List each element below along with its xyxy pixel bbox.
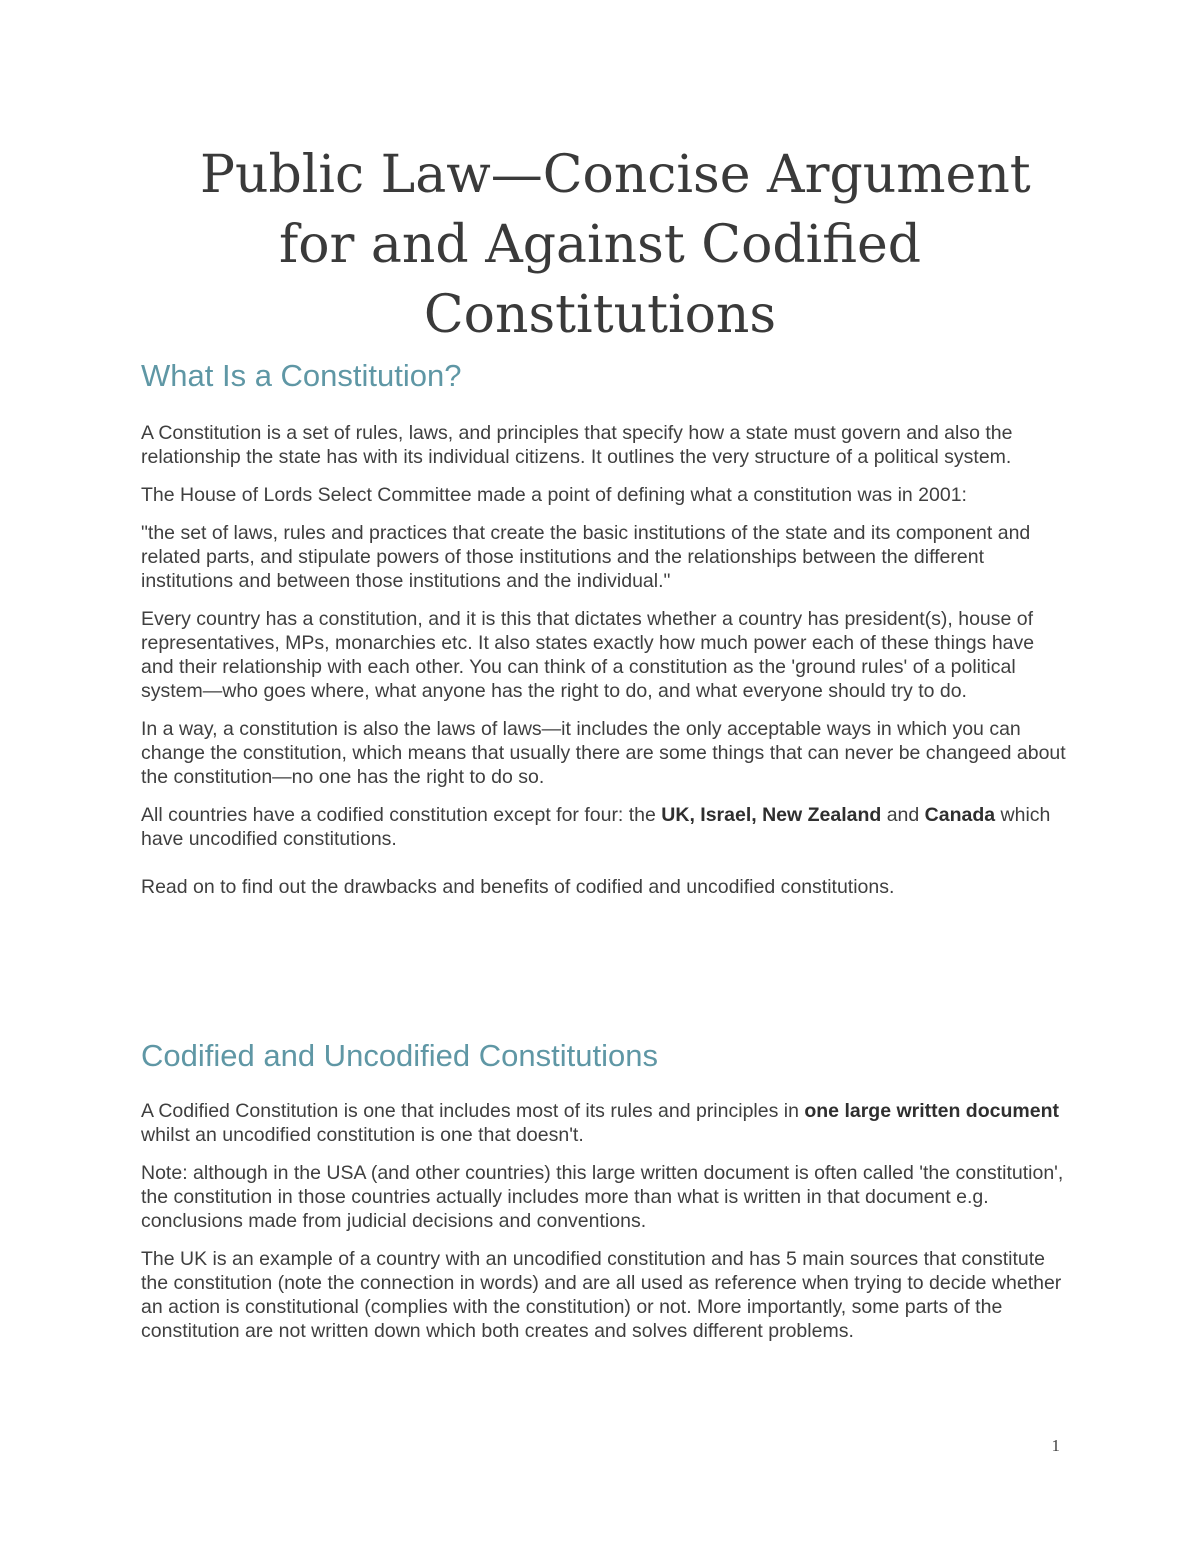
quote-paragraph: "the set of laws, rules and practices that create the basic institutions of the state and its component and related parts, and stipulate powers of those institutions and the relationships between the different institutions and between those institutions and the individual.": [141, 522, 1031, 592]
section-heading-what-is-constitution: What Is a Constitution?: [141, 358, 462, 393]
bold-countries: UK, Israel, New Zealand: [661, 804, 882, 826]
paragraph: The House of Lords Select Committee made a point of defining what a constitution was in 2001:: [141, 484, 967, 506]
text-run: which have uncodified constitutions.: [141, 804, 1051, 850]
title-line-2: for and Against Codified: [278, 215, 922, 275]
text-run: and: [881, 804, 925, 826]
document-title: [200, 140, 1031, 350]
section-heading-codified-uncodified: Codified and Uncodified Constitutions: [141, 1038, 658, 1073]
paragraph: The UK is an example of a country with an uncodified constitution and has 5 main sources that constitute the constitution (note the connection in words) and are all used as reference when trying to decide whether an action is constitutional (complies with the constitution) or not. More importantly, some parts of the constitution are not written down which both creates and solves different problems.: [141, 1248, 1062, 1342]
paragraph: In a way, a constitution is also the laws of laws—it includes the only acceptable ways in which you can change the constitution, which means that usually there are some things that can never be changeed about the constitution—no one has the right to do so.: [141, 718, 1066, 788]
paragraph: [141, 803, 1066, 851]
text-run: A Codified Constitution is one that includes most of its rules and principles in: [141, 1100, 805, 1122]
text-run: All countries have a codified constitution except for four: the: [141, 804, 662, 826]
paragraph: Note: although in the USA (and other countries) this large written document is often called 'the constitution', the constitution in those countries actually includes more than what is written in that document e.g. conclusions made from judicial decisions and conventions.: [141, 1162, 1064, 1232]
text-run: whilst an uncodified constitution is one that doesn't.: [141, 1124, 584, 1146]
paragraph: A Constitution is a set of rules, laws, and principles that specify how a state must govern and also the relationship the state has with its individual citizens. It outlines the very structure of a political system.: [141, 422, 1013, 468]
paragraph: [141, 1099, 1066, 1147]
title-line-3: Constitutions: [423, 285, 777, 345]
section-body-what-is-constitution: [141, 421, 1066, 913]
bold-country: Canada: [924, 804, 996, 826]
paragraph: Read on to find out the drawbacks and benefits of codified and uncodified constitutions.: [141, 876, 895, 898]
page-number: 1: [1051, 1436, 1060, 1455]
bold-phrase: one large written document: [804, 1100, 1059, 1122]
paragraph: Every country has a constitution, and it is this that dictates whether a country has president(s), house of representatives, MPs, monarchies etc. It also states exactly how much power each of these things have and their relationship with each other. You can think of a constitution as the 'ground rules' of a political system—who goes where, what anyone has the right to do, and what everyone should try to do.: [141, 608, 1035, 702]
title-line-1: Public Law—Concise Argument: [200, 145, 1031, 205]
section-body-codified-uncodified: [141, 1099, 1066, 1357]
